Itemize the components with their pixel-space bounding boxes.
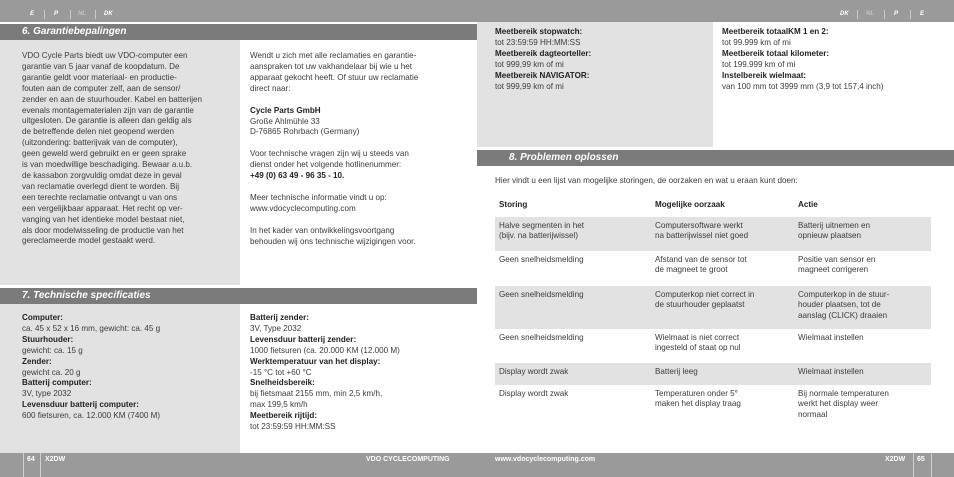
lang-tab-dk-right[interactable]: DK <box>840 11 849 17</box>
table-row: Geen snelheidsmelding Wielmaat is niet correct ingesteld of staat op nul Wielmaat instellen <box>499 332 864 352</box>
table-row: Display wordt zwak Batterij leeg Wielmaat instellen <box>495 363 931 385</box>
table-row: Halve segmenten in het (bijv. na batterijwissel) Computersoftware werkt na batterijwissel niet goed Batterij uitnemen en opnieuw plaatsen <box>495 217 931 251</box>
model-name-right: X2DW <box>885 456 906 463</box>
footer-separator <box>931 453 932 477</box>
footer-bar <box>0 453 954 477</box>
specs-column-2: Batterij zender: 3V, Type 2032 Levensduur batterij zender: 1000 fietsuren (ca. 20.000 KM (12.000 M) Werktemperatuur van het display: -15 °C tot +60 °C Snelheidsbereik: bij fietsmaat 2155 mm, min 2,5 km/h, max 199,5 km/h Meetbereik rijtijd: tot 23:59:59 HH:MM:SS <box>250 313 400 432</box>
lang-separator <box>910 10 911 19</box>
lang-tab-e-right[interactable]: E <box>920 11 925 17</box>
lang-tab-p-left[interactable]: P <box>54 11 59 17</box>
section-6-heading: 6. Garantiebepalingen <box>0 24 477 40</box>
specs-column-4: Meetbereik totaalKM 1 en 2: tot 99.999 km of mi Meetbereik totaal kilometer: tot 199.999 km of mi Instelbereik wielmaat: van 100 mm tot 3999 mm (3,9 tot 157,4 inch) <box>722 27 884 91</box>
lang-separator <box>857 10 858 19</box>
footer-website[interactable]: www.vdocyclecomputing.com <box>495 456 596 463</box>
footer-separator <box>913 453 914 477</box>
warranty-text: VDO Cycle Parts biedt uw VDO-computer een garantie van 5 jaar vanaf de koopdatum. De garantie geldt voor materiaal- en productie- fouten aan de computer zelf, aan de sensor/ zender en aan de stuurhouder. Kabel en batterijen evenals montagematerialen zijn van de garantie uitgesloten. De garantie is alleen dan geldig als de betreffende delen niet geopend werden (uitzondering: batterijvak van de computer), geen geweld werd gebruikt en er geen sprake is van moedwillige beschadiging. Bewaar a.u.b. de kassabon zorgvuldig omdat deze in geval van reclamatie overlegd dient te worden. Bij een terechte reclamatie ontvangt u van ons een vergelijkbaar apparaat. Het recht op ver- vanging van het identieke model bestaat niet, als door modelwisseling de productie van het gereclameerde model gestaakt werd. <box>22 51 202 246</box>
lang-separator <box>70 10 71 19</box>
column-header-oorzaak: Mogelijke oorzaak <box>655 200 725 209</box>
company-address-city: D-76865 Rohrbach (Germany) <box>250 127 360 137</box>
specs-column-3: Meetbereik stopwatch: tot 23:59:59 HH:MM:SS Meetbereik dagteorteller: tot 999,99 km of mi Meetbereik NAVIGATOR: tot 999,99 km of mi <box>495 27 592 91</box>
specs-column-1: Computer: ca. 45 x 52 x 16 mm, gewicht: ca. 45 g Stuurhouder: gewicht: ca. 15 g Zender: gewicht ca. 20 g Batterij computer: 3V, type 2032 Levensduur batterij computer: 600 fietsuren, ca. 12.000 KM (7400 M) <box>22 313 161 421</box>
header-bar <box>0 0 954 22</box>
warranty-contact-text: Wendt u zich met alle reclamaties en garantie- aanspraken tot uw vakhandelaar bij wie u het apparaat gekocht heeft. Of stuur uw reclamatie direct naar: Cycle Parts GmbH Große Ahlmühle 33 D-76865 Rohrbach (Germany) Voor technische vragen zijn wij u steeds van dienst onder het volgende hotlinenummer: +49 (0) 63 49 - 96 35 - 10. Meer technische informatie vindt u op: www.vdocyclecomputing.com In het kader van ontwikkelingsvoortgang behouden wij ons technische wijzigingen voor. <box>250 51 470 248</box>
section-8-heading: 8. Problemen oplossen <box>477 150 954 166</box>
page-number-right: 65 <box>917 456 925 463</box>
column-header-actie: Actie <box>798 200 818 209</box>
table-row: Geen snelheidsmelding Afstand van de sensor tot de magneet te groot Positie van sensor en magneet corrigeren <box>499 254 876 274</box>
hotline-number: +49 (0) 63 49 - 96 35 - 10. <box>250 171 345 181</box>
lang-separator <box>95 10 96 19</box>
company-name: Cycle Parts GmbH <box>250 105 321 115</box>
troubleshooting-intro: Hier vindt u een lijst van mogelijke storingen, de oorzaken en wat u eraan kunt doen: <box>495 176 798 185</box>
lang-separator <box>884 10 885 19</box>
website-link: www.vdocyclecomputing.com <box>250 203 356 213</box>
lang-tab-nl-right[interactable]: NL <box>866 11 874 17</box>
footer-separator <box>23 453 24 477</box>
table-row: Geen snelheidsmelding Computerkop niet correct in de stuurhouder geplaatst Computerkop in de stuur- houder plaatsen, tot de aanslag (CLICK) draaien <box>495 286 931 329</box>
lang-tab-e-left[interactable]: E <box>30 11 35 17</box>
table-row: Display wordt zwak Temperaturen onder 5° maken het display traag Bij normale temperaturen werkt het display weer normaal <box>499 388 889 419</box>
company-address-street: Große Ahlmühle 33 <box>250 116 320 126</box>
footer-separator <box>40 453 41 477</box>
brand-name: VDO CYCLECOMPUTING <box>366 456 450 463</box>
lang-separator <box>44 10 45 19</box>
lang-tab-nl-left[interactable]: NL <box>78 11 86 17</box>
page-number-left: 64 <box>27 456 35 463</box>
table-header-row <box>495 197 931 217</box>
lang-tab-p-right[interactable]: P <box>894 11 899 17</box>
lang-tab-dk-left[interactable]: DK <box>104 11 113 17</box>
section-7-heading: 7. Technische specificaties <box>0 288 477 304</box>
column-header-storing: Storing <box>499 200 528 209</box>
model-name-left: X2DW <box>45 456 66 463</box>
troubleshooting-table <box>495 197 931 424</box>
